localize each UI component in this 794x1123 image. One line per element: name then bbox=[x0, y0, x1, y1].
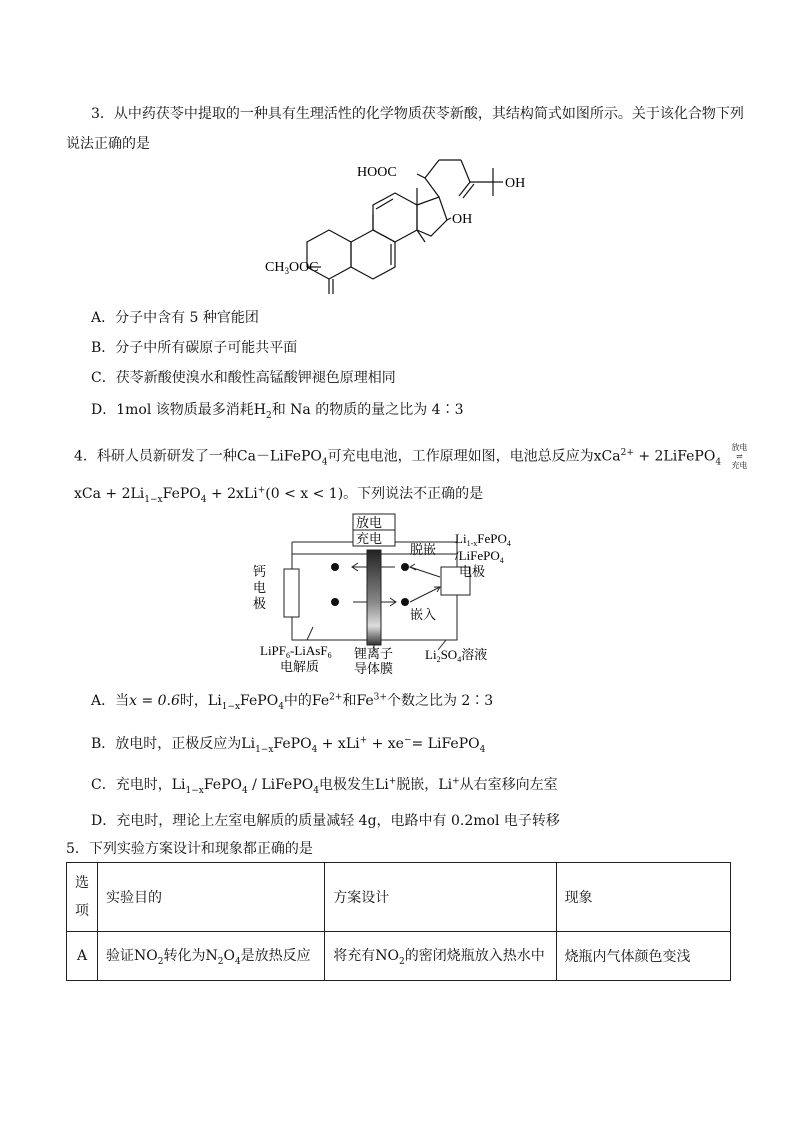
q3-group-oh-ring: OH bbox=[452, 212, 473, 227]
table-header-row bbox=[67, 863, 731, 932]
q3-structure-figure bbox=[255, 152, 545, 297]
label-charge: 充电 bbox=[356, 531, 383, 546]
battery-diagram bbox=[250, 512, 550, 674]
label-electrolyte-1: LiPF$_6$-LiAsF$_6$ bbox=[260, 643, 332, 660]
q4-reaction-arrow: 放电 ⇌ 充电 bbox=[731, 443, 748, 470]
q5-stem: 5．下列实验方案设计和现象都正确的是 bbox=[66, 841, 313, 857]
label-right-electrode-1: $Li_{1-x}FePO_4$ bbox=[455, 531, 511, 548]
q3-option-b[interactable]: B．分子中所有碳原子可能共平面 bbox=[91, 340, 298, 356]
label-solution: $Li_2SO_4$溶液 bbox=[425, 647, 488, 664]
q4-stem-line2: xCa + $2Li_{1-x}FePO_4 + 2xLi^+(0 < x < 1)$。下列说法不正确的是 bbox=[74, 485, 484, 505]
q3-option-c[interactable]: C．茯苓新酸使溴水和酸性高锰酸钾褪色原理相同 bbox=[91, 370, 396, 386]
label-right-electrode-3: 电极 bbox=[459, 564, 486, 579]
q3-group-hooc: HOOC bbox=[357, 165, 397, 180]
header-option: 选 项 bbox=[67, 863, 98, 932]
q5-table bbox=[66, 862, 731, 981]
row-a-phenomenon: 烧瓶内气体颜色变浅 bbox=[556, 932, 730, 981]
label-intercalation: 嵌入 bbox=[410, 607, 437, 622]
q3-stem-line2: 说法正确的是 bbox=[66, 136, 150, 152]
label-ca-electrode-3: 极 bbox=[253, 596, 267, 611]
label-deintercalation: 脱嵌 bbox=[410, 542, 437, 557]
table-row bbox=[67, 932, 731, 981]
label-membrane-2: 导体膜 bbox=[354, 661, 394, 674]
label-membrane-1: 锂离子 bbox=[354, 646, 394, 661]
label-electrolyte-2: 电解质 bbox=[280, 659, 320, 674]
q4-option-c[interactable]: C．充电时，$Li_{1-x}FePO_4$ / LiFePO$_4$电极发生Li+脱嵌，Li+从右室移向左室 bbox=[91, 776, 558, 796]
label-right-electrode-2: /LiFePO$_4$ bbox=[455, 548, 504, 565]
q4-option-d[interactable]: D．充电时，理论上左室电解质的质量减轻 4g，电路中有 0.2mol 电子转移 bbox=[91, 813, 560, 829]
header-design: 方案设计 bbox=[325, 863, 556, 932]
row-a-design: 将充有$NO_2$的密闭烧瓶放入热水中 bbox=[325, 932, 556, 981]
q4-option-a[interactable]: A．当x = 0.6时，$Li_{1-x}FePO_4$中的$Fe^{2+}$和$Fe^{3+}$个数之比为 2∶3 bbox=[91, 692, 494, 712]
q3-stem-line1: 3．从中药茯苓中提取的一种具有生理活性的化学物质茯苓新酸，其结构简式如图所示。关于该化合物下列 bbox=[91, 106, 744, 122]
header-phenomenon: 现象 bbox=[556, 863, 730, 932]
q3-group-ch3ooc: $CH_3OOC$ bbox=[265, 260, 319, 276]
header-purpose: 实验目的 bbox=[98, 863, 325, 932]
q4-option-b[interactable]: B．放电时，正极反应为$Li_{1-x}FePO_4 + xLi^+ + xe^-=$ LiFePO$_4$ bbox=[91, 735, 486, 755]
label-ca-electrode-2: 电 bbox=[253, 580, 267, 595]
q3-option-a[interactable]: A．分子中含有 5 种官能团 bbox=[91, 310, 259, 326]
label-discharge: 放电 bbox=[356, 515, 383, 530]
q4-stem-line1: 4．科研人员新研发了一种Ca－LiFePO$_4$可充电电池，工作原理如图，电池总反应为xCa$^{2+}$ + 2LiFePO$_4$ 放电 ⇌ 充电 bbox=[74, 443, 748, 470]
label-ca-electrode-1: 钙 bbox=[253, 564, 267, 579]
q3-group-oh-top: OH bbox=[505, 176, 526, 191]
q3-option-d[interactable]: D．1mol 该物质最多消耗$H_2$和 Na 的物质的量之比为 4∶3 bbox=[91, 402, 464, 421]
row-a-purpose: 验证$NO_2$转化为$N_2O_4$是放热反应 bbox=[98, 932, 325, 981]
row-a-option: A bbox=[67, 932, 98, 981]
